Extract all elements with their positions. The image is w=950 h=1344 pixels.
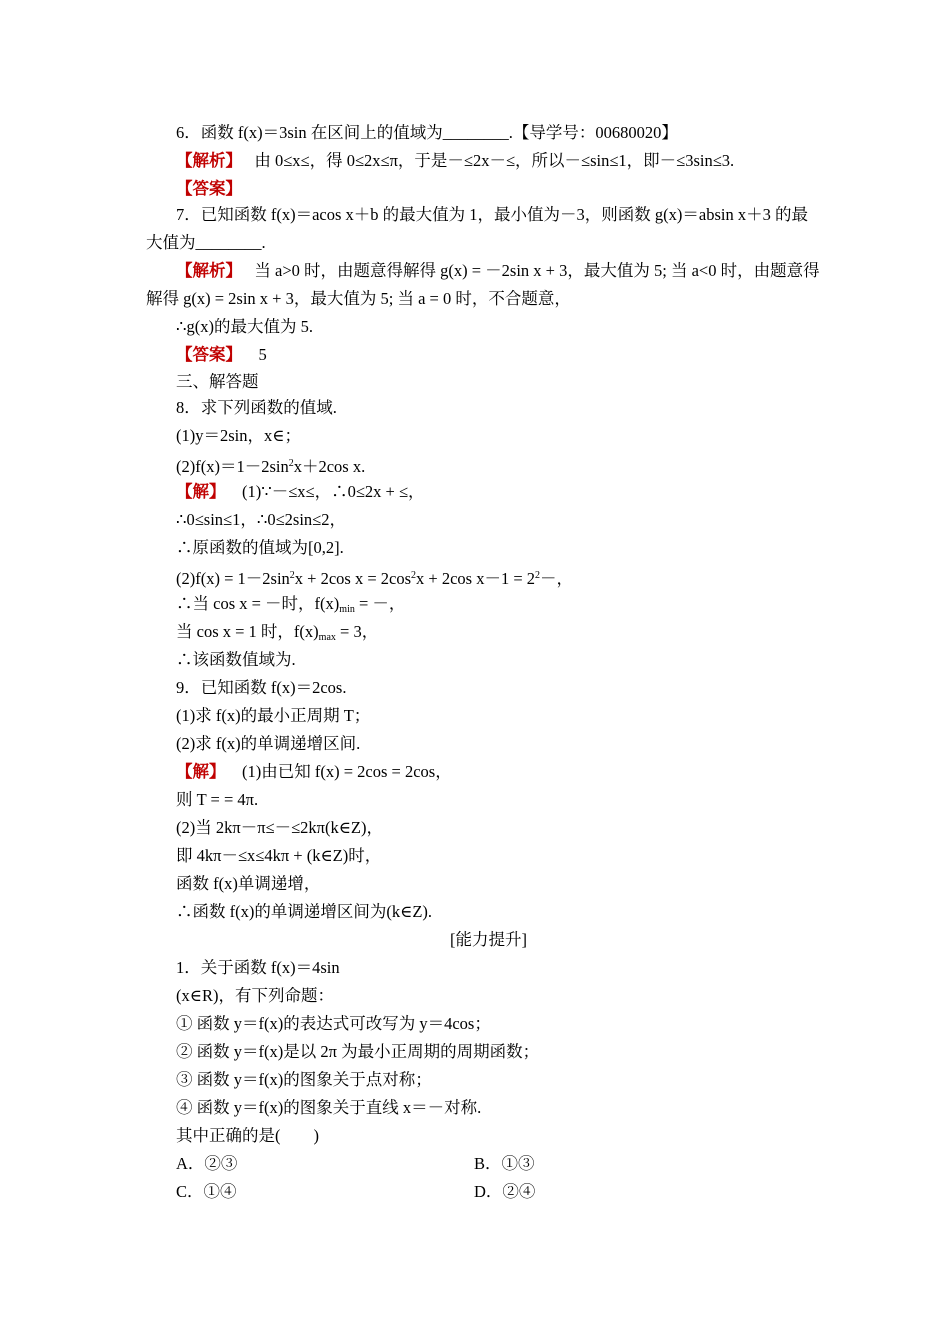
option-c: C．①④ (176, 1182, 237, 1201)
text-segment: x＋2cos x. (293, 457, 366, 476)
question-prompt: 其中正确的是( ) (176, 1126, 319, 1145)
q8-step: ∴该函数值域为. (176, 650, 296, 669)
question-7: 7．已知函数 f(x)＝acos x＋b 的最大值为 1，最小值为－3，则函数 g(x)＝absin x＋3 的最 (176, 205, 808, 224)
q9-step: ∴函数 f(x)的单调递增区间为(k∈Z). (176, 902, 433, 921)
q8-step (176, 593, 405, 621)
analysis-text: 当 a>0 时，由题意得解得 g(x) = －2sin x + 3，最大值为 5; 当 a<0 时，由题意得 (254, 261, 820, 280)
answer-tag: 【答案】 (176, 345, 242, 364)
solution-text: (1)∵－≤x≤，∴0≤2x + ≤， (242, 482, 425, 501)
question-7-cont: 大值为________. (146, 233, 266, 252)
text-segment: x + 2cos x－1 = 2 (416, 569, 536, 588)
q9-part2: (2)求 f(x)的单调递增区间. (176, 734, 361, 753)
q7-answer (176, 344, 267, 366)
q9-step: 则 T = = 4π. (176, 790, 259, 809)
section-heading: 三、解答题 (176, 372, 259, 391)
solution-tag: 【解】 (176, 762, 226, 781)
q6-answer (176, 178, 242, 200)
q9-step: 函数 f(x)单调递增， (176, 874, 321, 893)
q8-part2 (176, 453, 365, 478)
analysis-text: 由 0≤x≤，得 0≤2x≤π，于是－≤2x－≤，所以－≤sin≤1，即－≤3sin≤3. (254, 151, 735, 170)
q7-analysis (176, 260, 820, 282)
q7-analysis-conclusion: ∴g(x)的最大值为 5. (176, 317, 313, 336)
answer-value: 5 (258, 345, 267, 364)
proposition-4: ④ 函数 y＝f(x)的图象关于直线 x＝－对称. (176, 1098, 482, 1117)
proposition-2: ② 函数 y＝f(x)是以 2π 为最小正周期的周期函数； (176, 1042, 540, 1061)
text-segment: = －， (354, 594, 406, 613)
question-9: 9．已知函数 f(x)＝2cos. (176, 678, 347, 697)
subscript: min (339, 604, 355, 615)
text-segment: (2)f(x) = 1－2sin (176, 569, 290, 588)
superscript: 2 (411, 570, 417, 581)
solution-text: (1)由已知 f(x) = 2cos = 2cos， (242, 762, 452, 781)
subscript: max (318, 632, 336, 643)
q8-step (176, 565, 573, 590)
analysis-tag: 【解析】 (176, 151, 242, 170)
superscript: 2 (289, 570, 295, 581)
q7-analysis-cont: 解得 g(x) = 2sin x + 3，最大值为 5; 当 a = 0 时，不合题意， (146, 289, 571, 308)
solution-tag: 【解】 (176, 482, 226, 501)
q9-step: (2)当 2kπ－π≤－≤2kπ(k∈Z)， (176, 818, 383, 837)
q9-solution (176, 761, 452, 783)
text-segment: = 3， (335, 622, 379, 641)
q8-step: ∴原函数的值域为[0,2]. (176, 538, 344, 557)
section-heading-ability: [能力提升] (450, 930, 527, 949)
superscript: 2 (288, 458, 294, 469)
question-1-cont: (x∈R)，有下列命题： (176, 986, 334, 1005)
text-segment: x + 2cos x = 2cos (294, 569, 412, 588)
question-8: 8．求下列函数的值域. (176, 398, 337, 417)
proposition-3: ③ 函数 y＝f(x)的图象关于点对称； (176, 1070, 432, 1089)
proposition-1: ① 函数 y＝f(x)的表达式可改写为 y＝4cos； (176, 1014, 491, 1033)
superscript: 2 (535, 570, 541, 581)
option-b: B．①③ (474, 1154, 535, 1173)
q8-solution (176, 481, 425, 503)
question-1: 1．关于函数 f(x)＝4sin (176, 958, 340, 977)
text-segment: －， (540, 569, 574, 588)
q6-analysis (176, 150, 734, 172)
option-d: D．②④ (474, 1182, 536, 1201)
q8-part1: (1)y＝2sin，x∈； (176, 426, 301, 445)
option-a: A．②③ (176, 1154, 238, 1173)
q9-step: 即 4kπ－≤x≤4kπ + (k∈Z)时， (176, 846, 382, 865)
q8-step: ∴0≤sin≤1，∴0≤2sin≤2， (176, 510, 346, 529)
text-segment: (2)f(x)＝1－2sin (176, 457, 289, 476)
q9-part1: (1)求 f(x)的最小正周期 T； (176, 706, 371, 725)
answer-tag: 【答案】 (176, 179, 242, 198)
analysis-tag: 【解析】 (176, 261, 242, 280)
text-segment: ∴当 cos x = －时，f(x) (176, 594, 340, 613)
question-6: 6．函数 f(x)＝3sin 在区间上的值域为________.【导学号：00680020】 (176, 123, 678, 142)
text-segment: 当 cos x = 1 时，f(x) (176, 622, 319, 641)
q8-step (176, 621, 378, 649)
